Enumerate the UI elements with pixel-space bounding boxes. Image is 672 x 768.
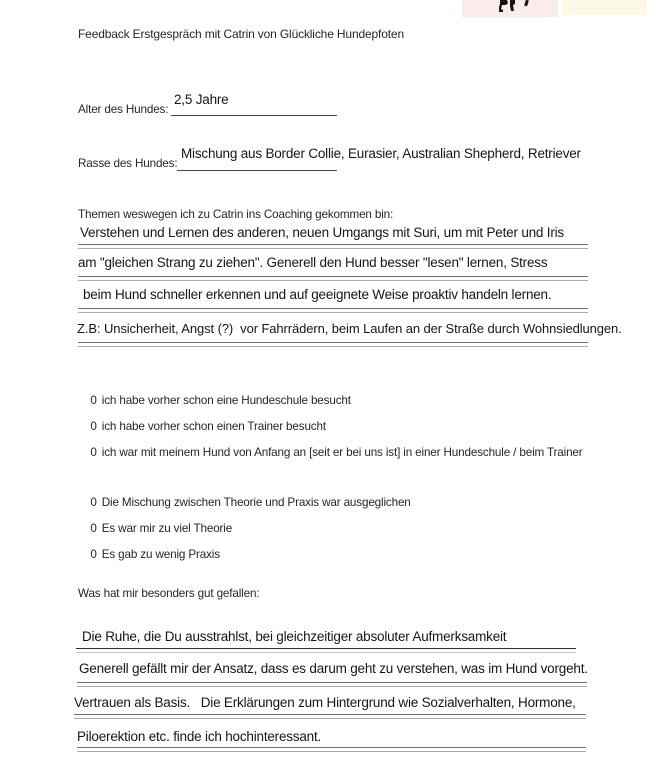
age-field-value: 2,5 Jahre xyxy=(174,92,229,107)
option-label: Es gab zu wenig Praxis xyxy=(101,548,220,561)
liked-fill-line xyxy=(77,682,587,687)
option-marker: 0 xyxy=(90,548,97,561)
dog-silhouette-icon xyxy=(498,0,522,14)
option-zu-wenig-praxis xyxy=(78,535,220,574)
dog-tail-dot xyxy=(524,0,529,6)
breed-fill-line xyxy=(177,170,337,173)
option-marker: 0 xyxy=(90,394,97,407)
option-marker: 0 xyxy=(90,420,97,433)
liked-answer-line: Die Ruhe, die Du ausstrahlst, bei gleichzeitiger absoluter Aufmerksamkeit xyxy=(82,629,507,644)
option-label: ich habe vorher schon einen Trainer besucht xyxy=(101,420,326,433)
topics-answer-line: beim Hund schneller erkennen und auf geeignete Weise proaktiv handeln lernen. xyxy=(83,287,552,302)
document-title: Feedback Erstgespräch mit Catrin von Glückliche Hundepfoten xyxy=(78,27,404,41)
topics-answer-line: am "gleichen Strang zu ziehen". Generell den Hund besser "lesen" lernen, Stress xyxy=(78,255,548,270)
topics-label: Themen weswegen ich zu Catrin ins Coaching gekommen bin: xyxy=(78,208,394,221)
logo-fragment-cream xyxy=(562,0,647,15)
option-marker: 0 xyxy=(90,446,97,459)
topics-fill-line xyxy=(78,276,588,281)
breed-field-value: Mischung aus Border Collie, Eurasier, Australian Shepherd, Retriever xyxy=(181,146,581,161)
liked-fill-line xyxy=(76,648,576,653)
liked-answer-line: Generell gefällt mir der Ansatz, dass es darum geht zu verstehen, was im Hund vorgeht. xyxy=(79,661,588,676)
breed-field-label: Rasse des Hundes: xyxy=(78,157,178,170)
option-label: ich habe vorher schon eine Hundeschule besucht xyxy=(101,394,351,407)
topics-answer-line: Verstehen und Lernen des anderen, neuen Umgangs mit Suri, um mit Peter und Iris xyxy=(80,225,564,240)
topics-fill-line xyxy=(78,342,588,347)
option-label: Es war mir zu viel Theorie xyxy=(101,522,233,535)
option-marker: 0 xyxy=(90,522,97,535)
option-von-anfang-an xyxy=(78,433,583,472)
topics-fill-line xyxy=(78,244,588,249)
age-field-label: Alter des Hundes: xyxy=(78,103,169,116)
liked-answer-line: Vertrauen als Basis. Die Erklärungen zum Hintergrund wie Sozialverhalten, Hormone, xyxy=(74,695,576,710)
option-marker: 0 xyxy=(90,496,97,509)
liked-fill-line xyxy=(77,747,586,752)
option-label: ich war mit meinem Hund von Anfang an [seit er bei uns ist] in einer Hundeschule / beim Trainer xyxy=(101,446,583,459)
liked-label: Was hat mir besonders gut gefallen: xyxy=(78,587,260,600)
option-label: Die Mischung zwischen Theorie und Praxis war ausgeglichen xyxy=(101,496,411,509)
topics-answer-line: Z.B: Unsicherheit, Angst (?) vor Fahrrädern, beim Laufen an der Straße durch Wohnsiedlungen. xyxy=(77,321,622,336)
age-fill-line xyxy=(171,115,337,118)
liked-fill-line xyxy=(74,714,586,719)
liked-answer-line: Piloerektion etc. finde ich hochinteressant. xyxy=(77,729,322,744)
topics-fill-line xyxy=(78,308,588,313)
logo-fragment-pink xyxy=(462,0,558,17)
